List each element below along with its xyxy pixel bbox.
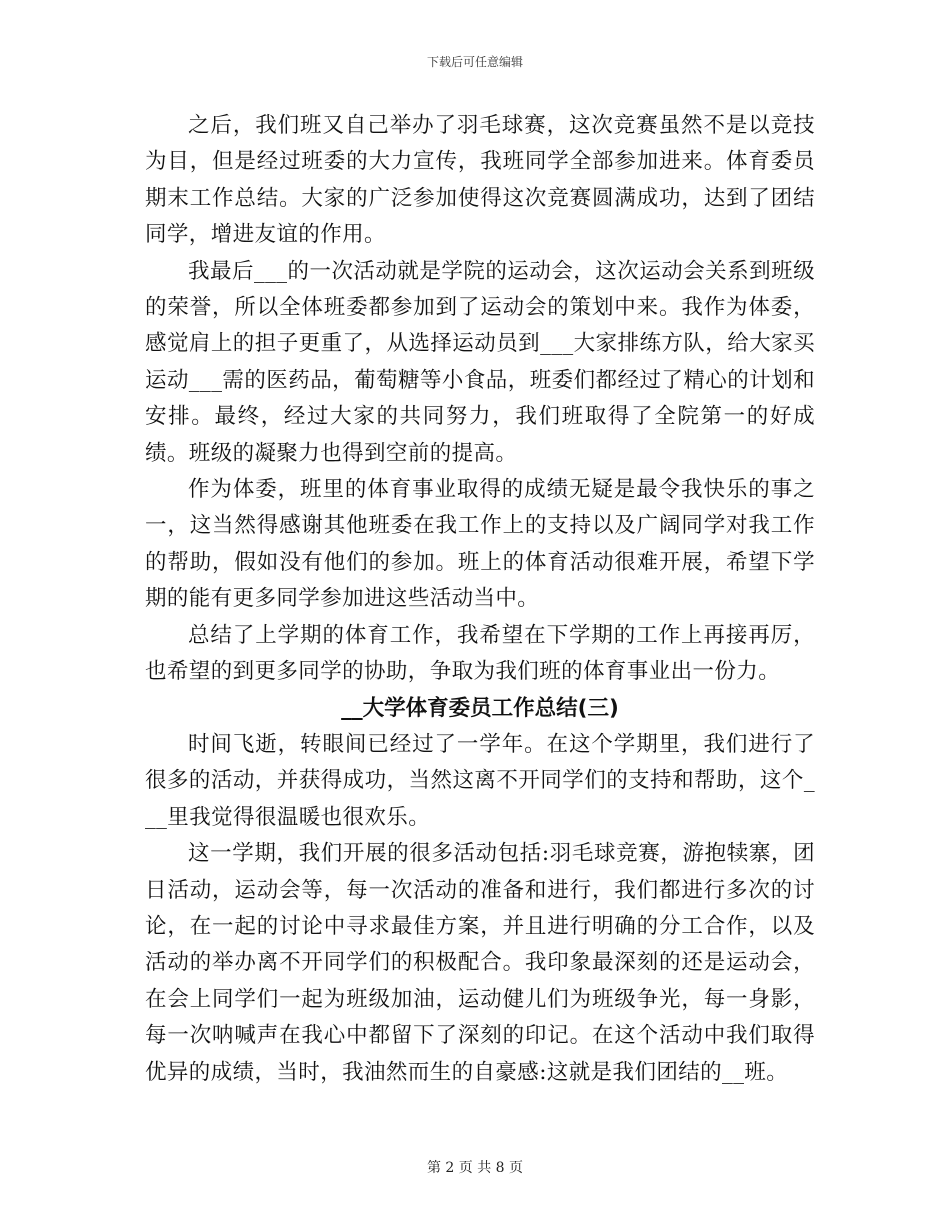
page-number: 第 2 页 共 8 页 [426, 1160, 524, 1176]
paragraph-sports-meet: 我最后___的一次活动就是学院的运动会，这次运动会关系到班级的荣誉，所以全体班委都参加到了运动会的策划中来。我作为体委，感觉肩上的担子更重了，从选择运动员到___大家排练方队，给大家买运动___需的医药品，葡萄糖等小食品，班委们都经过了精心的计划和安排。最终，经过大家的共同努力，我们班取得了全院第一的好成绩。班级的凝聚力也得到空前的提高。 [145, 258, 815, 466]
paragraph-activities: 这一学期，我们开展的很多活动包括:羽毛球竞赛，游抱犊寨，团日活动，运动会等，每一次活动的准备和进行，我们都进行多次的讨论，在一起的讨论中寻求最佳方案，并且进行明确的分工合作，以及活动的举办离不开同学们的积极配合。我印象最深刻的还是运动会，在会上同学们一起为班级加油，运动健儿们为班级争光，每一身影，每一次呐喊声在我心中都留下了深刻的印记。在这个活动中我们取得优异的成绩，当时，我油然而生的自豪感:这就是我们团结的__班。 [145, 841, 815, 1085]
document-body [145, 108, 815, 1091]
paragraph-badminton: 之后，我们班又自己举办了羽毛球赛，这次竞赛虽然不是以竞技为目，但是经过班委的大力宣传，我班同学全部参加进来。体育委员期末工作总结。大家的广泛参加使得这次竞赛圆满成功，达到了团结同学，增进友谊的作用。 [145, 113, 815, 248]
paragraph-gratitude: 作为体委，班里的体育事业取得的成绩无疑是最令我快乐的事之一，这当然得感谢其他班委在我工作上的支持以及广阔同学对我工作的帮助，假如没有他们的参加。班上的体育活动很难开展，希望下学期的能有更多同学参加进这些活动当中。 [145, 477, 815, 612]
section-heading: __大学体育委员工作总结(三) [341, 695, 619, 721]
page-header-note: 下载后可任意编辑 [426, 55, 523, 69]
paragraph-time-flies: 时间飞逝，转眼间已经过了一学年。在这个学期里，我们进行了很多的活动，并获得成功，当然这离不开同学们的支持和帮助，这个___里我觉得很温暖也很欢乐。 [145, 731, 815, 830]
paragraph-next-term: 总结了上学期的体育工作，我希望在下学期的工作上再接再厉，也希望的到更多同学的协助，争取为我们班的体育事业出一份力。 [145, 622, 815, 685]
